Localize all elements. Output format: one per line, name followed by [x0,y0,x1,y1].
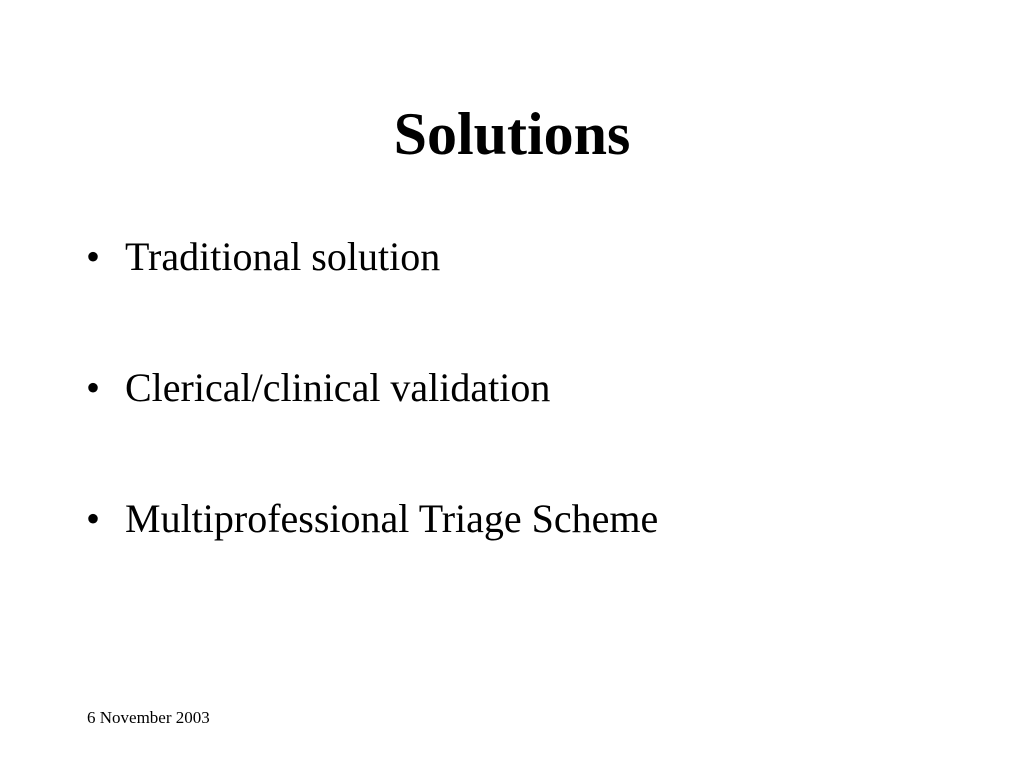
slide-title: Solutions [393,101,631,167]
bullet-text: Multiprofessional Triage Scheme [125,496,659,541]
bullet-item [86,228,658,286]
bullet-icon: • [86,496,101,541]
bullet-icon: • [86,365,101,410]
bullet-list [86,228,658,548]
bullet-item [86,490,658,548]
bullet-text: Clerical/clinical validation [125,365,551,410]
bullet-text: Traditional solution [125,234,441,279]
bullet-item [86,359,658,417]
footer-date: 6 November 2003 [87,708,210,727]
bullet-icon: • [86,234,101,279]
